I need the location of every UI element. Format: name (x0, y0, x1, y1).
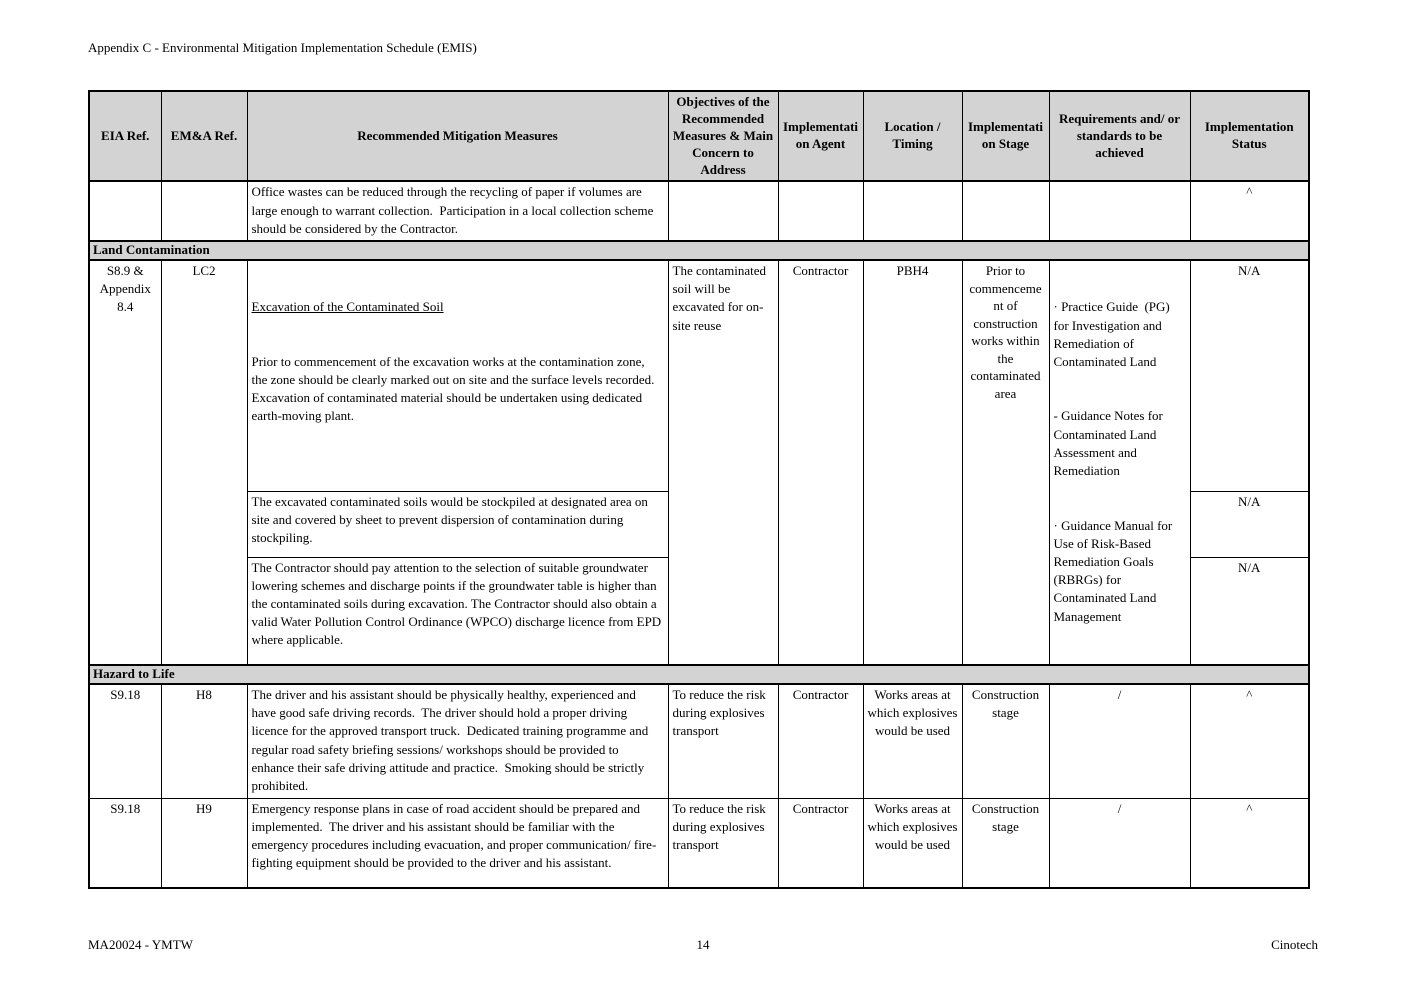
cell-requirements-empty (1049, 181, 1190, 241)
col-header-location-timing: Location / Timing (863, 91, 962, 181)
section-row-hazard-to-life (89, 665, 1309, 684)
cell-measure: The driver and his assistant should be physically healthy, experienced and have good safe driving records. The driver should hold a proper driving licence for the approved transport truck. Dedicated training programme and regular road safety briefing sessions/ workshops should be provided to enhance their safe driving attitude and practice. Smoking should be strictly prohibited. (247, 684, 668, 798)
requirement-item: · Guidance Manual for Use of Risk-Based Remediation Goals (RBRGs) for Contaminated Land Management (1053, 517, 1176, 624)
measure-text: Prior to commencement of the excavation works at the contamination zone, the zone should be clearly marked out on site and the surface levels recorded. Excavation of contaminated material should be undertaken using dedicated earth-moving plant. (251, 353, 658, 424)
cell-agent: Contractor (778, 684, 863, 798)
cell-objective-empty (668, 181, 778, 241)
cell-ema-ref: H8 (161, 684, 247, 798)
requirement-item: · Practice Guide (PG) for Investigation and Remediation of Contaminated Land (1053, 299, 1173, 369)
cell-status: N/A (1190, 557, 1309, 665)
page-title: Appendix C - Environmental Mitigation Implementation Schedule (EMIS) (88, 40, 477, 55)
cell-stage: Prior to commencement of construction works within the contaminated area (962, 260, 1049, 665)
cell-eia-ref: S9.18 (89, 684, 161, 798)
cell-eia-ref-empty (89, 181, 161, 241)
requirement-item: - Guidance Notes for Contaminated Land Assessment and Remediation (1053, 408, 1167, 479)
col-header-objectives: Objectives of the Recommended Measures & Main Concern to Address (668, 91, 778, 181)
cell-stage-empty (962, 181, 1049, 241)
footer-page-number: 14 (696, 937, 710, 952)
footer-company-name: Cinotech (1271, 937, 1318, 952)
cell-location-timing: PBH4 (863, 260, 962, 665)
cell-requirements: / (1049, 684, 1190, 798)
col-header-requirements: Requirements and/ or standards to be achieved (1049, 91, 1190, 181)
cell-location-timing: Works areas at which explosives would be used (863, 798, 962, 888)
table-row-h9 (89, 798, 1309, 888)
cell-ema-ref-empty (161, 181, 247, 241)
cell-status: ^ (1190, 181, 1309, 241)
cell-objective: To reduce the risk during explosives transport (668, 684, 778, 798)
cell-agent: Contractor (778, 260, 863, 665)
col-header-ema-ref: EM&A Ref. (161, 91, 247, 181)
cell-location-timing: Works areas at which explosives would be used (863, 684, 962, 798)
cell-measure: The excavated contaminated soils would be stockpiled at designated area on site and covered by sheet to prevent dispersion of contamination during stockpiling. (247, 491, 668, 557)
table-header-row (89, 91, 1309, 181)
measure-heading: Excavation of the Contaminated Soil (251, 299, 444, 315)
cell-ema-ref: H9 (161, 798, 247, 888)
cell-ema-ref: LC2 (161, 260, 247, 665)
cell-measure: Office wastes can be reduced through the recycling of paper if volumes are large enough to warrant collection. Participation in a local collection scheme should be considered by the Contractor. (247, 181, 668, 241)
cell-stage: Construction stage (962, 798, 1049, 888)
section-row-land-contamination (89, 241, 1309, 260)
col-header-eia-ref: EIA Ref. (89, 91, 161, 181)
section-label: Hazard to Life (89, 665, 1309, 684)
cell-requirements (1049, 260, 1190, 665)
cell-objective: To reduce the risk during explosives transport (668, 798, 778, 888)
cell-eia-ref: S9.18 (89, 798, 161, 888)
cell-agent: Contractor (778, 798, 863, 888)
cell-status: ^ (1190, 684, 1309, 798)
col-header-agent: Implementation Agent (778, 91, 863, 181)
cell-status: N/A (1190, 260, 1309, 491)
section-label: Land Contamination (89, 241, 1309, 260)
table-row-carryover (89, 181, 1309, 241)
cell-measure: Emergency response plans in case of road accident should be prepared and implemented. The driver and his assistant should be familiar with the emergency procedures including evacuation, and proper communication/ fire-fighting equipment should be provided to the driver and his assistant. (247, 798, 668, 888)
cell-status: ^ (1190, 798, 1309, 888)
cell-requirements: / (1049, 798, 1190, 888)
col-header-stage: Implementation Stage (962, 91, 1049, 181)
emis-table (88, 90, 1310, 889)
cell-status: N/A (1190, 491, 1309, 557)
col-header-status: Implementation Status (1190, 91, 1309, 181)
cell-stage: Construction stage (962, 684, 1049, 798)
cell-eia-ref: S8.9 & Appendix 8.4 (89, 260, 161, 665)
cell-objective: The contaminated soil will be excavated for on-site reuse (668, 260, 778, 665)
table-row-h8 (89, 684, 1309, 798)
cell-measure: The Contractor should pay attention to the selection of suitable groundwater lowering schemes and discharge points if the groundwater table is higher than the contaminated soils during excavation. The Contractor should also obtain a valid Water Pollution Control Ordinance (WPCO) discharge licence from EPD where applicable. (247, 557, 668, 665)
cell-location-empty (863, 181, 962, 241)
table-row-lc2-part1 (89, 260, 1309, 491)
cell-measure (247, 260, 668, 491)
footer-project-ref: MA20024 - YMTW (88, 937, 193, 952)
col-header-measures: Recommended Mitigation Measures (247, 91, 668, 181)
cell-agent-empty (778, 181, 863, 241)
